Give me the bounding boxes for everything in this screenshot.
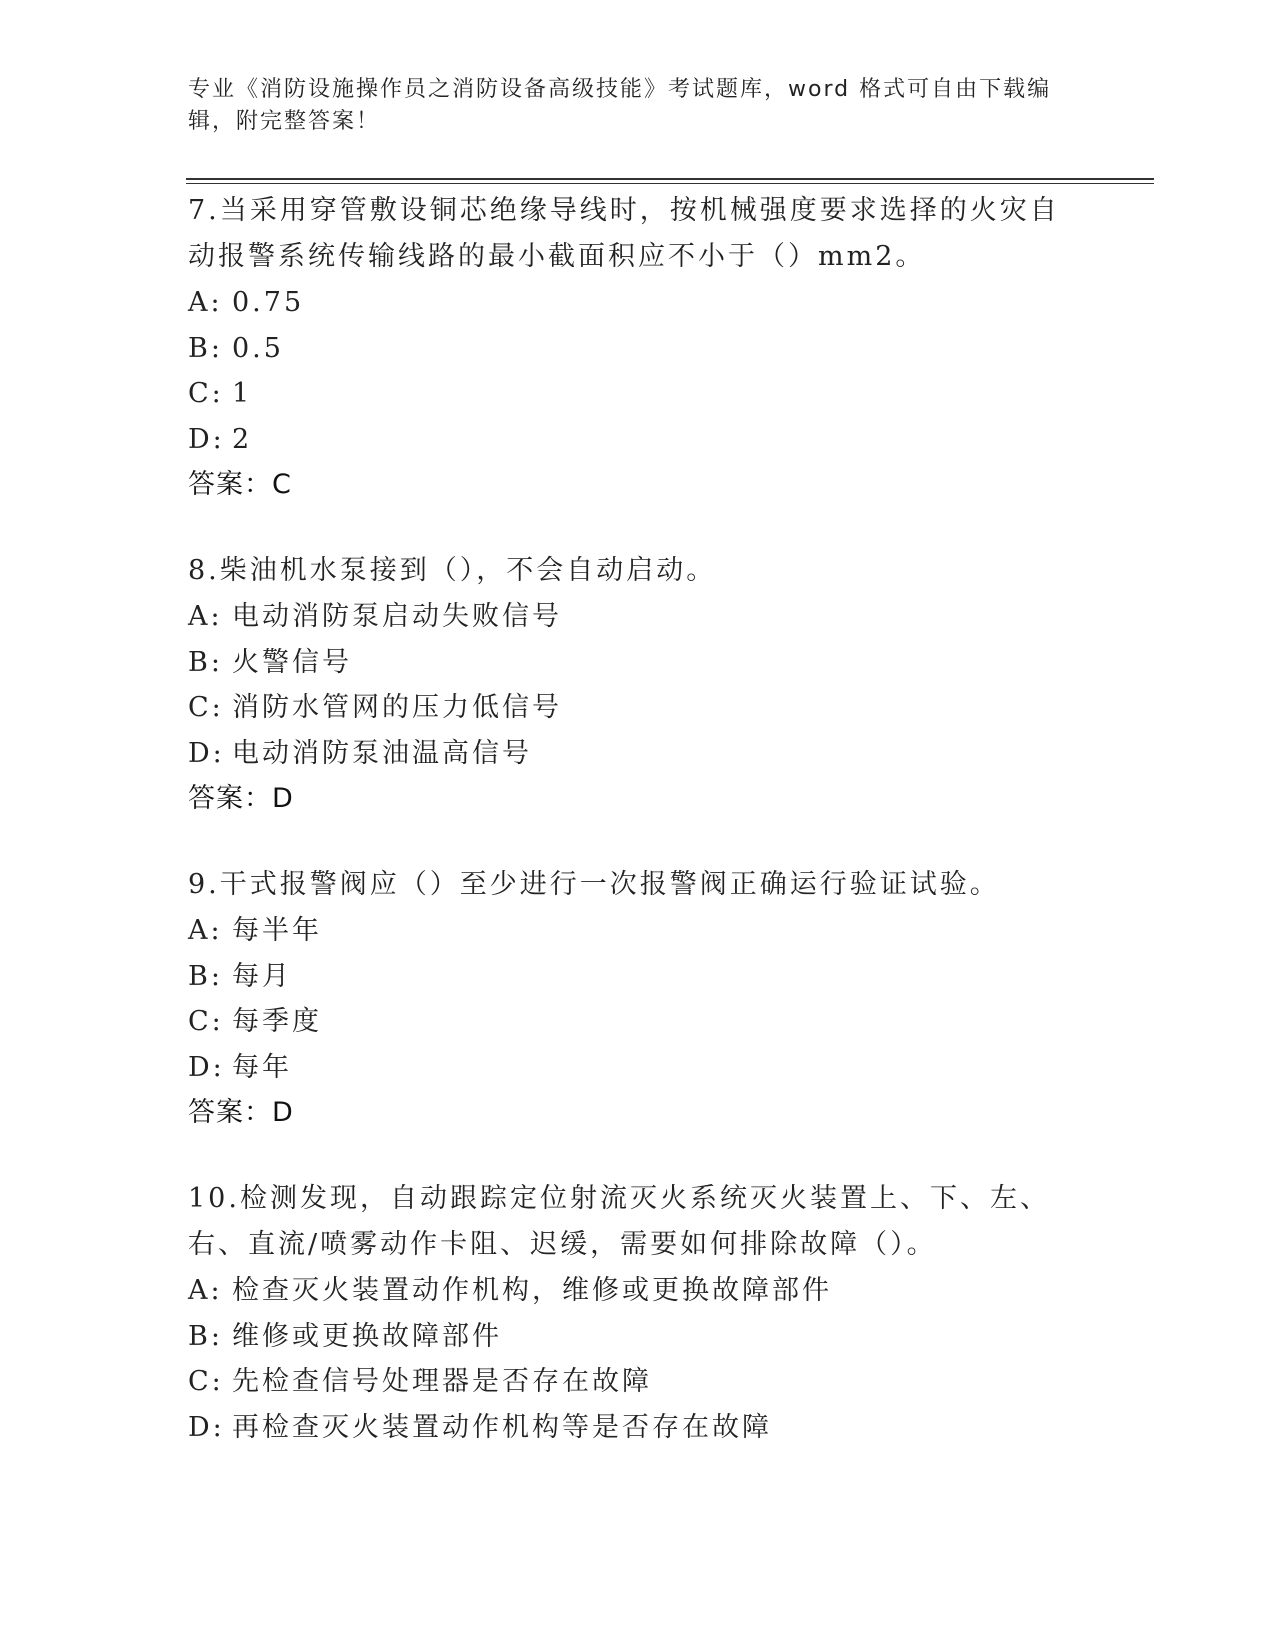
option-text: 电动消防泵油温高信号 [232, 737, 532, 769]
answer-text: 答案：C [188, 469, 292, 500]
option-letter: B: [188, 646, 223, 678]
question-text: 7.当采用穿管敷设铜芯绝缘导线时，按机械强度要求选择的火灾自动报警系统传输线路的最小截面积应不小于（）mm2。 [188, 195, 1060, 272]
question-8 [188, 548, 1088, 822]
option-a [188, 280, 1088, 326]
option-a [188, 908, 1088, 954]
option-text: 检查灭火装置动作机构，维修或更换故障部件 [232, 1275, 832, 1306]
option-text: 1 [232, 378, 253, 409]
option-letter: D: [188, 1051, 225, 1083]
option-b [188, 326, 1088, 372]
header-divider-thin [186, 183, 1154, 184]
option-d [188, 1405, 1088, 1451]
option-letter: C: [188, 1006, 224, 1037]
option-c [188, 685, 1088, 731]
answer-text: 答案：D [188, 783, 294, 814]
option-text: 维修或更换故障部件 [232, 1320, 502, 1352]
option-letter: A: [188, 287, 223, 318]
option-text: 消防水管网的压力低信号 [232, 692, 562, 723]
option-d [188, 1045, 1088, 1091]
question-text: 9.干式报警阀应（）至少进行一次报警阀正确运行验证试验。 [188, 869, 1000, 900]
option-letter: C: [188, 1366, 224, 1397]
question-7 [188, 188, 1088, 508]
option-c [188, 371, 1088, 417]
option-text: 火警信号 [232, 646, 352, 678]
option-text: 每年 [232, 1051, 292, 1083]
option-text: 2 [232, 423, 253, 455]
option-text: 每月 [232, 960, 292, 992]
option-letter: A: [188, 1275, 223, 1306]
question-10 [188, 1176, 1088, 1450]
option-letter: D: [188, 1411, 225, 1443]
option-a [188, 594, 1088, 640]
option-letter: C: [188, 692, 224, 723]
option-letter: A: [188, 915, 223, 946]
option-a [188, 1268, 1088, 1314]
option-letter: C: [188, 378, 224, 409]
option-b [188, 1314, 1088, 1360]
document-header: 专业《消防设施操作员之消防设备高级技能》考试题库，word 格式可自由下载编辑，附完整答案！ [188, 77, 1052, 134]
option-b [188, 954, 1088, 1000]
option-letter: B: [188, 960, 223, 992]
option-letter: B: [188, 332, 223, 364]
option-d [188, 731, 1088, 777]
option-text: 电动消防泵启动失败信号 [232, 601, 562, 632]
option-text: 每半年 [232, 915, 322, 946]
question-list [188, 188, 1088, 1490]
option-letter: D: [188, 737, 225, 769]
question-9 [188, 862, 1088, 1136]
option-text: 0.5 [232, 332, 284, 364]
option-text: 0.75 [232, 287, 305, 318]
option-b [188, 640, 1088, 686]
question-text: 8.柴油机水泵接到（），不会自动启动。 [188, 555, 717, 586]
option-letter: A: [188, 601, 223, 632]
option-c [188, 1359, 1088, 1405]
header-divider-thick [186, 178, 1154, 180]
question-text: 10.检测发现，自动跟踪定位射流灭火系统灭火装置上、下、左、右、直流/喷雾动作卡阻、迟缓，需要如何排除故障（）。 [188, 1183, 1050, 1260]
option-d [188, 417, 1088, 463]
option-c [188, 999, 1088, 1045]
option-text: 再检查灭火装置动作机构等是否存在故障 [232, 1411, 772, 1443]
option-text: 每季度 [232, 1006, 322, 1037]
answer-text: 答案：D [188, 1097, 294, 1128]
option-letter: B: [188, 1320, 223, 1352]
option-letter: D: [188, 423, 225, 455]
option-text: 先检查信号处理器是否存在故障 [232, 1366, 652, 1397]
